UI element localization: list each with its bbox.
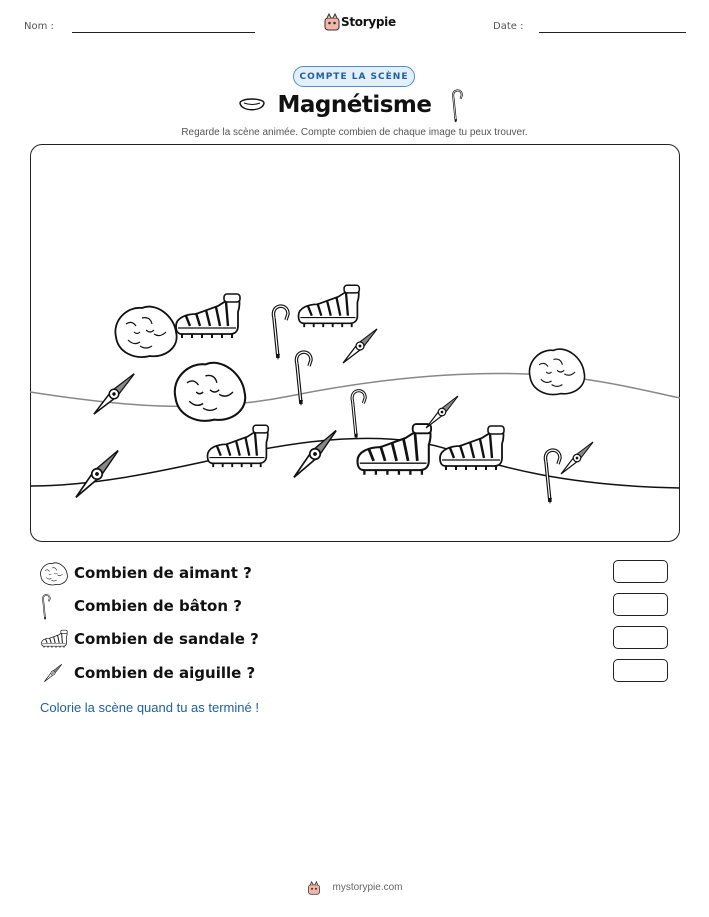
scene-sandal-icon [440,426,504,470]
date-label: Date : [493,21,524,32]
scene-magnet-rock-icon [529,349,584,394]
scene-sandal-icon [299,285,360,327]
scene-illustration [30,144,680,542]
footer-url[interactable]: mystorypie.com [332,882,403,893]
page-title: Magnétisme [277,92,432,118]
coloring-note: Colorie la scène quand tu as terminé ! [40,700,259,715]
scene-compass-needle-icon [340,326,380,366]
compass-needle-icon [40,660,66,686]
question-cane: Combien de bâton ? [74,597,242,615]
scene-compass-needle-icon [290,427,340,481]
answer-box-magnet[interactable] [613,560,668,583]
question-needle: Combien de aiguille ? [74,664,256,682]
sandal-icon [40,629,68,649]
logo-icon [323,13,341,31]
question-sandal: Combien de sandale ? [74,630,259,648]
scene-compass-needle-icon [90,370,137,417]
ground-line-front [30,438,680,488]
name-label: Nom : [24,21,54,32]
scene-cane-icon [296,352,311,406]
date-line[interactable] [539,32,686,33]
cane-title-icon [447,88,467,124]
scene-sandal-icon [176,294,240,338]
scene-magnet-rock-icon [175,363,245,421]
answer-box-needle[interactable] [613,659,668,682]
answer-box-sandal[interactable] [613,626,668,649]
magnet-rock-icon [40,560,68,588]
question-magnet: Combien de aimant ? [74,564,252,582]
cane-icon [40,593,52,621]
scene-cane-icon [273,306,288,360]
scene-sandal-icon [208,425,269,467]
answer-box-cane[interactable] [613,593,668,616]
logo-text: Storypie [341,15,396,29]
scene-magnet-rock-icon [115,307,176,357]
scene-sandal-icon [358,424,432,475]
scene-compass-needle-icon [423,393,460,430]
instructions: Regarde la scène animée. Compte combien de chaque image tu peux trouver. [181,127,528,138]
scene-compass-needle-icon [558,439,595,476]
scene-frame [30,144,680,542]
scene-compass-needle-icon [72,447,122,501]
name-line[interactable] [72,32,255,33]
scene-cane-icon [352,391,365,439]
section-badge: COMPTE LA SCÈNE [293,66,415,87]
